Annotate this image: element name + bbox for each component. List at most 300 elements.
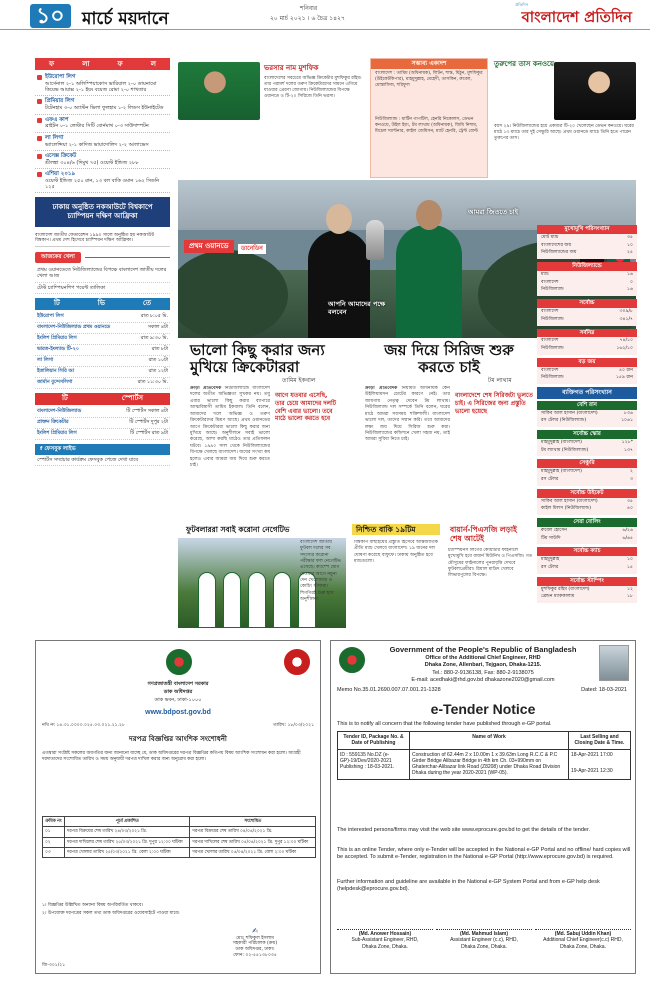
tamim-quote: আগে যতবার এসেছি, তার চেয়ে আমাদের দলটি বেশি এবার ভালো। তবে মাঠে ভালো করতে হবে <box>275 392 336 423</box>
table-header: পূর্বে প্রকাশিত <box>64 817 190 827</box>
result-item <box>35 72 170 96</box>
tv-row <box>35 356 170 367</box>
signer-title: সহকারী পরিচালক (ক্রয়) <box>232 941 278 947</box>
stat-value: ১৩৭ <box>624 447 633 453</box>
stumping-block <box>537 577 637 603</box>
stat-row <box>537 586 637 594</box>
page-number: ১০ <box>30 4 71 28</box>
stat-key: রস টেলর (নিউজিল্যান্ড) <box>541 418 587 424</box>
latham-headline[interactable]: জয় দিয়ে সিরিজ শুরু করতে চাই <box>384 341 514 377</box>
sports-program: প্রাক্তন ক্রিকেটার <box>37 419 69 425</box>
table-cell: দরপত্র বিক্রয়ের শেষ তারিখ ০৪/০৪/২০২১ খ্রি. <box>190 827 316 837</box>
tv-row <box>35 334 170 345</box>
bestbowl-block <box>537 518 637 544</box>
football-headline[interactable]: ফুটবলাররা সবাই করোনা নেগেটিভ <box>186 525 290 534</box>
low-block <box>537 329 637 355</box>
stat-value: ২ <box>630 469 633 475</box>
sports-program: ইংলিশ প্রিমিয়ার লিগ <box>37 430 77 436</box>
stat-key: মাহমুদুল্লাহ (বাংলাদেশ) <box>541 439 582 445</box>
ad-body: এতদ্বারা সংশ্লিষ্ট সকলের অবগতির জন্য জানানো যাচ্ছে যে, ডাক অধিদপ্তরের দরপত্র বিজ্ঞপ্তির কতিপয় বিষয় আংশিক সংশোধন করা হলো। আগ্রহী দরদাতাদের সংশোধিত তারিখ ও সময় অনুযায়ী দরপত্র দাখিল করার জন্য অনুরোধ করা হলো। <box>42 751 301 763</box>
runs-block <box>537 401 637 427</box>
stat-key: টিম সাউদি <box>541 535 561 541</box>
tv-time: রাত ৮টা <box>151 346 168 352</box>
signature-mark: ✍ <box>252 927 258 935</box>
latham-byline: টম লাথাম <box>488 377 512 384</box>
wicket-block <box>537 489 637 515</box>
signer-title: Sub-Assistant Engineer, RHD, <box>351 937 419 944</box>
table-cell: ০৩ <box>43 848 65 858</box>
conway-photo <box>554 62 636 120</box>
promo-text: বাংলাদেশ জাতীয় ফেডারেশন ১৯৯০ সালে অনুষ্ঠিত হয় নকআউট বিশ্বকাপ। প্রথম দেশ হিসেবে চ্যাম্পিয়ন দক্ষিণ আফ্রিকা। <box>35 231 170 247</box>
stat-row <box>537 374 637 382</box>
last-selling-date: 18-Apr-2021 17:00 <box>571 751 613 758</box>
stat-value: ৩৫ <box>627 234 633 240</box>
bigwin-head: বড় জয় <box>537 358 637 367</box>
ad-office: Office of the Additional Chief Engineer, RHD <box>425 655 541 661</box>
photo-tree <box>178 250 288 338</box>
century-block <box>537 459 637 485</box>
stat-value: ৩ <box>630 476 633 482</box>
result-item <box>35 169 170 193</box>
sports-row <box>35 429 170 440</box>
lineup-title: সম্ভাব্য একাদশ <box>371 59 487 69</box>
stat-row <box>537 535 637 543</box>
top-row <box>178 58 636 178</box>
bar-letter: ফ <box>117 59 123 68</box>
stat-value: ১২ <box>627 586 633 592</box>
tamim-body <box>190 386 270 524</box>
latham-quote: বাংলাদেশে শেষ সিরিজটা ভুলতে চাই। এ সিরিজের জন্য প্রস্তুতি ভালো হয়েছে <box>455 392 533 415</box>
tamim-body-cont <box>342 460 366 524</box>
section-title: মার্চে ময়দানে <box>82 9 169 29</box>
stat-value: ১৮ <box>627 594 633 600</box>
latham-head <box>326 204 352 234</box>
header-day: শনিবার <box>300 5 318 12</box>
table-header: Last Selling and Closing Date & Time. <box>569 732 631 750</box>
squad-headline[interactable]: নিশ্চিত বাকি ১৯টিম <box>352 524 440 535</box>
stat-value: ৩০৯/৮ <box>619 309 633 315</box>
tamim-head <box>416 200 442 230</box>
sports-time: টি স্পোর্টস সকাল ৪টা <box>126 408 168 414</box>
header-date: ২০ মার্চ ২০২১ । ৬ চৈত্র ১৪২৭ <box>270 15 345 22</box>
lineup-box <box>370 58 488 178</box>
nz-head: নিউজিল্যান্ডে <box>537 262 637 271</box>
tv-program: ইউরোপা লিগ <box>37 313 64 319</box>
latham-body <box>365 386 450 524</box>
stat-value: ১৬ <box>627 287 633 293</box>
photo-quote-left: আপনি আমাদের পক্ষে বলবেন <box>328 300 386 317</box>
wicket-head: সর্বোচ্চ উইকেট <box>537 489 637 498</box>
indhigh-head: সর্বোচ্চ স্কোর <box>537 430 637 439</box>
result-item <box>35 133 170 151</box>
tv-program: ইতালিয়ান সিরি আ <box>37 368 74 374</box>
tv-row <box>35 367 170 378</box>
stat-row <box>537 286 637 294</box>
stumping-head: সর্বোচ্চ স্টাম্পিং <box>537 577 637 586</box>
stat-key: নিউজিল্যান্ড <box>541 287 564 293</box>
result-text: শ্রীলঙ্কা ৩০৪/৬ (দিমুথ ৭৫) ওয়েস্ট ইন্ডিজ ২৮৮ <box>45 159 139 166</box>
player-figure <box>198 572 216 628</box>
facebook-label: ফেসবুক লাইভ <box>44 445 76 452</box>
tv-program: ইংলিশ প্রিমিয়ার লিগ <box>37 335 77 341</box>
result-title: লা লিগা <box>45 134 64 141</box>
result-text: টটেনহাম ৩-০ অ্যাস্টন ভিলা ফুলহাম ১-২ লিডস ইউনাইটেড <box>45 105 164 112</box>
government-emblem-icon <box>166 649 192 675</box>
stat-key: মাহমুদুল্লাহ (বাংলাদেশ) <box>541 469 582 475</box>
result-title: এফএ কাপ <box>45 116 69 123</box>
tamim-byline: তামিম ইকবাল <box>282 377 316 384</box>
table-cell: দরপত্র দাখিলের শেষ তারিখ ০৫/০৪/২০২১ খ্রি. দুপুর ১২:০০ ঘটিকা <box>190 837 316 847</box>
player-figure <box>273 572 291 628</box>
table-row <box>338 749 631 779</box>
stat-key: বাংলাদেশ <box>541 309 559 315</box>
table-row <box>43 837 316 847</box>
stat-row <box>537 447 637 455</box>
signer-name: মোঃ শফিকুল ইসলাম <box>236 935 274 941</box>
stat-key: নিউজিল্যান্ডের জয় <box>541 250 577 256</box>
stat-key: সাকিব আল হাসান (বাংলাদেশ) <box>541 410 598 416</box>
stat-value: ৩৫ <box>627 498 633 504</box>
tv-program: জার্মান বুন্দেসলিগা <box>37 379 73 385</box>
facebook-icon: f <box>40 445 43 452</box>
signature-block <box>436 929 532 950</box>
tv-time: রাত ৮:০৫ মি. <box>140 313 168 319</box>
signer-phone: ফোন: ০২-৫৫১৩৮০৩৫ <box>233 952 277 958</box>
high-head: সর্বোচ্চ <box>537 299 637 308</box>
stat-value: ০ <box>630 279 633 285</box>
conway-text: বয়স ২৯। নিউজিল্যান্ডের হয়ে একমাত্র টি-২০ খেলেছেন ডেভন কনওয়ে। ঘরের মাঠে ১৩ ম্যাচে তার দুই সেঞ্চুরি আছে। প্রথম ওয়ানডে ম্যাচে তিনি হতে পারেন তুরুপের তাস। <box>494 124 634 142</box>
ad-org3: ডাক ভবন, ঢাকা-১০০০ <box>154 697 202 703</box>
stat-value: ১৬ <box>627 271 633 277</box>
signature-line <box>337 929 433 930</box>
table-cell: ০১ <box>43 827 65 837</box>
tv-row <box>35 323 170 334</box>
reporter-label: ক্রীড়া প্রতিবেদক <box>365 386 398 391</box>
ad-footer-code: জি-৩০১/২১ <box>42 963 66 969</box>
stat-row <box>537 556 637 564</box>
stat-row <box>537 439 637 447</box>
ad-title: e-Tender Notice <box>430 701 536 717</box>
signer-zone: Dhaka Zone, Dhaka. <box>461 943 507 950</box>
stat-key: রস টেলর <box>541 565 559 571</box>
stat-row <box>537 505 637 513</box>
stat-key: সাকিব আল হাসান (বাংলাদেশ) <box>541 498 598 504</box>
nz-block <box>537 262 637 296</box>
brand-tag: প্রতিদিন <box>515 2 528 7</box>
stat-key: ব্রেন্ডন ম্যাককালাম <box>541 594 575 600</box>
tv-time: সকাল ৪টা <box>147 324 168 330</box>
result-item <box>35 151 170 169</box>
stat-value: ২৫ <box>627 250 633 256</box>
tv-time: রাত ১১:৩০ মি. <box>137 379 168 385</box>
sports-program: বাংলাদেশ-নিউজিল্যান্ড <box>37 408 82 414</box>
stat-row <box>537 279 637 287</box>
mushfiq-text: বাংলাদেশের সবচেয়ে অভিজ্ঞ ক্রিকেটার মুশফিকুর রহিম। তার পরামর্শ দলের তরুণ ক্রিকেটারদের সামনে এগিয়ে যাওয়ার প্রেরণা জোগায়। নিউজিল্যান্ডের বিপক্ষে ওয়ানডে ও টি-২০ সিরিজে তিনি ভরসা। <box>264 76 362 100</box>
ad-intro: This is to notify all concern that the following tender have published through e-GP portal. <box>337 721 552 727</box>
stat-value: ১০৬১ <box>621 418 633 424</box>
table-cell: দরপত্র বিক্রয়ের শেষ তারিখ ২৪/০৩/২০২১ খ্রি. <box>64 827 190 837</box>
tv-bar <box>35 298 170 310</box>
signer-org: ডাক অধিদপ্তর, ঢাকা। <box>235 947 275 953</box>
ad-email[interactable]: E-mail: acedhaki@rhd.gov.bd dhakazone2020@gmail.com <box>411 677 555 683</box>
today-item: প্রথম ওয়ানডেতে নিউজিল্যান্ডের বিপক্ষে বাংলাদেশ জাতীয় দলের খেলা আজ <box>35 265 170 283</box>
result-text: আর্সেনাল ২-১ অলিম্পিয়াকোস ভারিয়াল ২-০ ডায়নামো কিয়েভ আয়াক্স ২-১ ইয়ং বয়েজ রোমা ২-০ শাখতার <box>45 80 157 94</box>
signer-zone: Dhaka Zone, Dhaka. <box>362 943 408 950</box>
today-header <box>35 252 170 263</box>
bar-letter: লা <box>82 59 90 68</box>
stat-key: ম্যাচ <box>541 271 549 277</box>
table-header-row <box>338 732 631 750</box>
match-tag: প্রথম ওয়ানডে <box>184 240 234 253</box>
stat-value: ৬/২৬ <box>622 527 633 533</box>
ad-org2: ডাক অধিদপ্তর <box>163 689 193 695</box>
ad-gov: Government of the People's Republic of Bangladesh <box>389 645 577 654</box>
stats-sidebar <box>537 225 637 606</box>
sports-row <box>35 418 170 429</box>
table-cell: ০২ <box>43 837 65 847</box>
tamim-article-text: নিউজিল্যান্ডে বাংলাদেশ দলের অতীত অভিজ্ঞতা সুখকর নয়। তবু এবার ভালো কিছু করার ব্যাপারে আত্মবিশ্বাসী তামিম ইকবাল। তিনি বলেন, আমাদের দলে অভিজ্ঞ ও তরুণ ক্রিকেটারদের মিশ্রণ আছে। প্রথম ওয়ানডের আগে ক্রিকেটাররা ভালো কিছু করার জন্য মুখিয়ে আছে। অনুশীলনে সবাই ভালো করেছে, আশা করছি মাঠেও তার প্রতিফলন ঘটবে। ১৯৯০ সাল থেকে নিউজিল্যান্ডের বিপক্ষে খেলছে বাংলাদেশ। জয়ের সংখ্যা কম হলেও এবার আমরা জয় দিয়ে শুরু করতে চাই। <box>190 386 270 469</box>
signer-name: (Md. Mahmud Islam) <box>459 931 509 937</box>
table-row <box>43 848 316 858</box>
amendment-table <box>42 816 316 858</box>
date-cell <box>569 749 631 779</box>
stat-value: ১০ <box>627 557 633 563</box>
ad-para2: This is an online Tender, where only e-Tender will be accepted in the National e-GP Portal and no offline/ hard copies will be accepted. To submit e-Tender, registration in the National e-GP Portal (http://www.eprocure.gov.bd) is required. <box>337 847 631 861</box>
stat-row <box>537 308 637 316</box>
stat-value: ৩৪১/৭ <box>619 316 633 322</box>
stat-key: টম ল্যাথাম (নিউজিল্যান্ড) <box>541 447 589 453</box>
table-header: Tender ID, Package No. & Date of Publishing <box>338 732 410 750</box>
ad-para1: The interested persons/firms may visit the web site www.eprocure.gov.bd to get the details of the tender. <box>337 827 591 833</box>
stat-value: ৪০ <box>627 506 633 512</box>
results-bar <box>35 58 170 70</box>
mushfiq-headline[interactable]: ভরসার নাম মুশফিক <box>264 64 319 72</box>
table-header: Name of Work <box>410 732 569 750</box>
page-header <box>0 0 650 30</box>
signature-line <box>436 929 532 930</box>
signer-zone: Dhaka Zone, Dhaka. <box>560 943 606 950</box>
result-title: ইউরোপা লিগ <box>45 74 76 80</box>
stat-row <box>537 417 637 425</box>
tv-row <box>35 378 170 389</box>
bar-letter: ভি <box>97 299 105 308</box>
stat-key: মুশফিকুর রহিম (বাংলাদেশ) <box>541 586 590 592</box>
stat-key: কাইল মিলস (নিউজিল্যান্ড) <box>541 506 591 512</box>
today-item: টেস্ট চ্যাম্পিয়নশিপ পয়েন্ট তালিকা <box>35 283 170 294</box>
result-title: প্রিমিয়ার লিগ <box>45 98 75 105</box>
stat-row <box>537 345 637 353</box>
ad-org1: গণপ্রজাতন্ত্রী বাংলাদেশ সরকার <box>147 681 209 687</box>
tamim-figure <box>396 225 462 338</box>
ad-para3: Further information and guideline are available in the National e-GP System Portal and from e-GP help desk (helpdesk@eprocure.gov.bd). <box>337 879 600 893</box>
stat-row <box>537 367 637 375</box>
tv-program: বাংলাদেশ-নিউজিল্যান্ড প্রথম ওয়ানডে <box>37 324 110 330</box>
sports-row <box>35 407 170 418</box>
football-text: বাংলাদেশ জাতীয় ফুটবল দলের সব সদস্যের করোনা পরীক্ষার ফল নেগেটিভ এসেছে। ক্যাম্পে যোগ দেওয়ার আগে নমুনা দেন খেলোয়াড় ও কোচিং স্টাফরা। শিগগিরই শুরু হবে অনুশীলন। <box>300 540 341 602</box>
low-head: সর্বনিম্ন <box>537 329 637 338</box>
ad-signature <box>200 927 310 959</box>
stat-value: ১৫৯ রান <box>615 375 633 381</box>
mushfiq-photo <box>178 62 260 120</box>
sports-bar <box>35 393 170 405</box>
stat-value: ৬/৬৫ <box>622 535 633 541</box>
stat-key: বাংলাদেশ <box>541 367 559 373</box>
tender-table <box>337 731 631 780</box>
signer-name: (Md. Anower Hossain) <box>358 931 412 937</box>
postal-tender-ad <box>35 640 321 974</box>
stat-row <box>537 234 637 242</box>
bar-letter: ল <box>150 59 156 68</box>
stat-value: ৮৩৬ <box>624 410 633 416</box>
sports-time: টি স্পোর্টস দুপুর ২টা <box>129 419 168 425</box>
bar-letter: স্পোর্টস <box>121 394 144 403</box>
catch-block <box>537 547 637 573</box>
runs-head: বেশি রান <box>537 401 637 410</box>
result-title: এশিয়া ২০১৯ <box>45 170 76 177</box>
stat-key: নিউজিল্যান্ড <box>541 316 564 322</box>
stat-key: বাংলাদেশ <box>541 338 559 344</box>
tv-time: রাত ৯:৩০ মি. <box>140 335 168 341</box>
ad-date: Dated: 18-03-2021 <box>581 687 627 693</box>
stat-value: ১০ <box>627 242 633 248</box>
promo-banner[interactable]: ঢাকায় অনুষ্ঠিত নকআউটে বিশ্বকাপে চ্যাম্পিয়ন দক্ষিণ আফ্রিকা <box>35 197 170 227</box>
closing-date: 19-Apr-2021 12:30 <box>571 767 613 774</box>
individual-stats-head: ব্যক্তিগত পরিসংখ্যান <box>537 387 637 399</box>
tv-program: ভারত-ইংল্যান্ড টি-২০ <box>37 346 79 352</box>
ad-website[interactable]: www.bdpost.gov.bd <box>145 709 211 716</box>
stat-row <box>537 498 637 506</box>
postal-logo-icon <box>284 649 310 675</box>
result-text: ওয়েস্ট ইন্ডিজ ২৫০ রান, ১৩ বল বাকি ওমান ১৬২ সিডনি ১২৫ <box>45 177 160 190</box>
signature-block <box>535 929 631 950</box>
stat-row <box>537 249 637 257</box>
signer-name: (Md. Sabuj Uddin Khan) <box>554 931 612 937</box>
tv-row <box>35 345 170 356</box>
stat-row <box>537 468 637 476</box>
ad-note1: ১। বিজ্ঞপ্তির উল্লিখিত অন্যান্য বিষয় অপরিবর্তিত থাকবে। <box>42 903 143 908</box>
stat-key: মাহমুদুল্লাহ <box>541 557 560 563</box>
ad-memo: নথি নং ১৪.৩১.০০০০.০২৫.০৩.০২১.২১.২৮ <box>42 723 125 728</box>
stat-value: ৪০ রান <box>618 367 633 373</box>
latham-article-text: নিয়মিত অধিনায়ক কেন উইলিয়ামসন চোটের কারণে নেই। তার জায়গায় নেতৃত্ব দেবেন টম লাথাম। নিউজিল্যান্ড দল সম্পর্কে তিনি বলেন, ঘরের মাঠে আমরা সবসময় শক্তিশালী। বাংলাদেশ ভালো দল, তাদের সম্মান করি। তবে আমাদের লক্ষ্য জয় দিয়ে সিরিজ শুরু করা। নিউজিল্যান্ডের কন্ডিশনে খেলা সহজ নয়, তাই আমরা সুবিধা নিতে চাই। <box>365 386 450 443</box>
stat-row <box>537 242 637 250</box>
sports-time: টি স্পোর্টস রাত ৯টা <box>130 430 168 436</box>
stat-key: নিউজিল্যান্ড <box>541 375 564 381</box>
player-figure <box>223 572 241 628</box>
table-cell: দরপত্র দাখিলের শেষ তারিখ ২৫/০৩/২০২১ খ্রি. দুপুর ১২:০০ ঘটিকা <box>64 837 190 847</box>
bigwin-block <box>537 358 637 384</box>
h2h-block <box>537 225 637 259</box>
trophy <box>366 220 384 260</box>
photo-quote-right: আমরা জিততে চাই <box>468 208 518 216</box>
stat-row <box>537 337 637 345</box>
player-figure <box>248 572 266 628</box>
stat-value: ১৫ <box>627 565 633 571</box>
stat-key: বাংলাদেশ <box>541 279 559 285</box>
ad-title: দরপত্র বিজ্ঞপ্তির আংশিক সংশোধনী <box>129 735 227 743</box>
stat-value: ১৬২/১০ <box>616 346 633 352</box>
tamim-headline[interactable]: ভালো কিছু করার জন্য মুখিয়ে ক্রিকেটাররা <box>190 341 325 377</box>
ad-note2: ২। উপযোক্ত দরপত্রের সকল তথ্য ডাক অধিদপ্তরের ওয়েবসাইটে পাওয়া যাবে। <box>42 911 180 916</box>
tv-time: রাত ১২টা <box>148 368 168 374</box>
stat-row <box>537 271 637 279</box>
ad-tel: Tel.: 880-2-9136138, Fax: 880-2-9138075 <box>432 670 534 676</box>
latham-figure <box>308 230 370 338</box>
bestbowl-head: সেরা বোলিং <box>537 518 637 527</box>
stat-row <box>537 316 637 324</box>
ucl-headline[interactable]: বায়ার্ন-পিএসজি লড়াই শেষ আটেই <box>450 525 517 544</box>
rhd-etender-ad <box>330 640 636 974</box>
stat-key: মোট ম্যাচ <box>541 234 559 240</box>
divider <box>85 257 170 258</box>
brand-logo[interactable]: বাংলাদেশ প্রতিদিন <box>521 8 632 26</box>
stat-key: রস টেলর <box>541 476 559 482</box>
facebook-live-bar[interactable] <box>35 444 170 455</box>
signature-line <box>535 929 631 930</box>
stat-row <box>537 564 637 572</box>
high-block <box>537 299 637 325</box>
ad-zone: Dhaka Zone, Allenbari, Tejgaon, Dhaka-1215. <box>424 662 542 668</box>
signer-title: Assistant Engineer (c.c), RHD, <box>450 937 518 944</box>
result-item <box>35 115 170 133</box>
ucl-text: চ্যাম্পিয়নস লিগের কোয়ার্টার ফাইনালে মুখোমুখি হবে বায়ার্ন মিউনিখ ও পিএসজি। গত মৌসুমের ফাইনালের পুনরাবৃত্তি দেখবে ফুটবলপ্রেমীরা। রিয়াল মাদ্রিদ খেলবে লিভারপুলের বিপক্ষে। <box>448 548 533 579</box>
conway-headline[interactable]: তুরুপের তাস কনওয়ে <box>494 60 554 68</box>
ad-date: তারিখ: ১৮/০৩/২০২১ <box>273 723 314 728</box>
table-header: ক্রমিক নং <box>43 817 65 827</box>
bar-letter: টি <box>61 394 68 403</box>
bar-letter: ফ <box>49 59 55 68</box>
stat-key: রুবেল হোসেন <box>541 527 568 533</box>
ad-memo: Memo No.35.01.2690.007.07.001.21-1328 <box>337 687 441 693</box>
lineup-bangladesh: বাংলাদেশ : তামিম (অধিনায়ক), লিটন, শান্ত, মিঠুন, মুশফিকুর (উইকেটকিপার), মাহমুদুল্লাহ, মেহেদী, তাসকিন, রুবেল, মোস্তাফিজ, শরিফুল <box>375 71 483 89</box>
today-label: আজকের খেলা <box>35 252 81 263</box>
bar-letter: তে <box>142 299 152 308</box>
stat-row <box>537 527 637 535</box>
table-cell: দরপত্র খোলার তারিখ ০৫/০৪/২০২১ খ্রি. বেলা ২:০০ ঘটিকা <box>190 848 316 858</box>
left-column <box>35 58 170 466</box>
stat-row <box>537 410 637 418</box>
facebook-text: স্পোর্টস সম্প্রচার কার্যক্রম ফেসবুক পেজে দেখা যাবে <box>35 455 170 466</box>
signer-title: Additional Chief Engineer(c.c) RHD, <box>543 937 623 944</box>
work-name-cell: Construction of 62.44m 2 x 10.00m 1 x 39.63m Long R.C.C & P.C Girder Bridge Alibazar Bridge in 4th km Ch. 03+990mm on Ghaterchar-Alibazar link Road (Z8208) under Dhaka Road Division Dhaka during the year 2020-2021 (WP-05). <box>410 749 569 779</box>
tv-row <box>35 312 170 323</box>
result-text: ভ্যালেন্সিয়া ২-১ কাদিজ ভায়াদোলিদ ২-২ আলাভেস <box>45 141 149 148</box>
reporter-label: ক্রীড়া প্রতিবেদক <box>190 386 222 391</box>
table-header: সংশোধিত <box>190 817 316 827</box>
squad-text: বিশ্বকাপ বাছাইয়ের প্রস্তুতি হিসেবে আন্তর্জাতিক প্রীতি ম্যাচ খেলবে বাংলাদেশ। ১৯ জনের দল ঘোষণা করেছে বাফুফে। ঢাকায় অনুষ্ঠিত হবে ম্যাচগুলো। <box>354 540 438 564</box>
indhigh-block <box>537 430 637 456</box>
lineup-newzealand: নিউজিল্যান্ড : মার্টিন গাপটিল, হেনরি নিকোলস, ডেভন কনওয়ে, উইল ইয়ং, টম লাথাম (অধিনায়ক), জিমি নিশাম, মিচেল স্যান্টনার, কাইল জেমিসন, ম্যাট হেনরি, ট্রেন্ট বোল্ট <box>375 117 478 135</box>
tender-id-cell: ID : 559135 No.DZ (e-GP)-19/Dev/2020-2021 Publishing : 18-03-2021. <box>338 749 410 779</box>
stat-value: ১২৮* <box>621 439 633 445</box>
stat-row <box>537 593 637 601</box>
table-row <box>43 827 316 837</box>
tv-time: রাত ১০টা <box>148 357 168 363</box>
result-title: এসেক্স ক্রিকেট <box>45 152 77 159</box>
bar-letter: টি <box>53 299 60 308</box>
century-head: সেঞ্চুরি <box>537 459 637 468</box>
signature-block <box>337 929 433 950</box>
stat-value: ৭৪/১০ <box>619 338 633 344</box>
venue-tag: ডানেডিন <box>238 244 266 254</box>
table-header-row <box>43 817 316 827</box>
tv-program: লা লিগা <box>37 357 54 363</box>
result-item <box>35 96 170 114</box>
stat-key: বাংলাদেশের জয় <box>541 242 572 248</box>
stat-key: নিউজিল্যান্ড <box>541 346 564 352</box>
stat-row <box>537 476 637 484</box>
result-text: ব্রাইটন ০-১ লেস্টার সিটি বোর্নমাথ ০-৩ সাউদাম্পটন <box>45 123 149 130</box>
